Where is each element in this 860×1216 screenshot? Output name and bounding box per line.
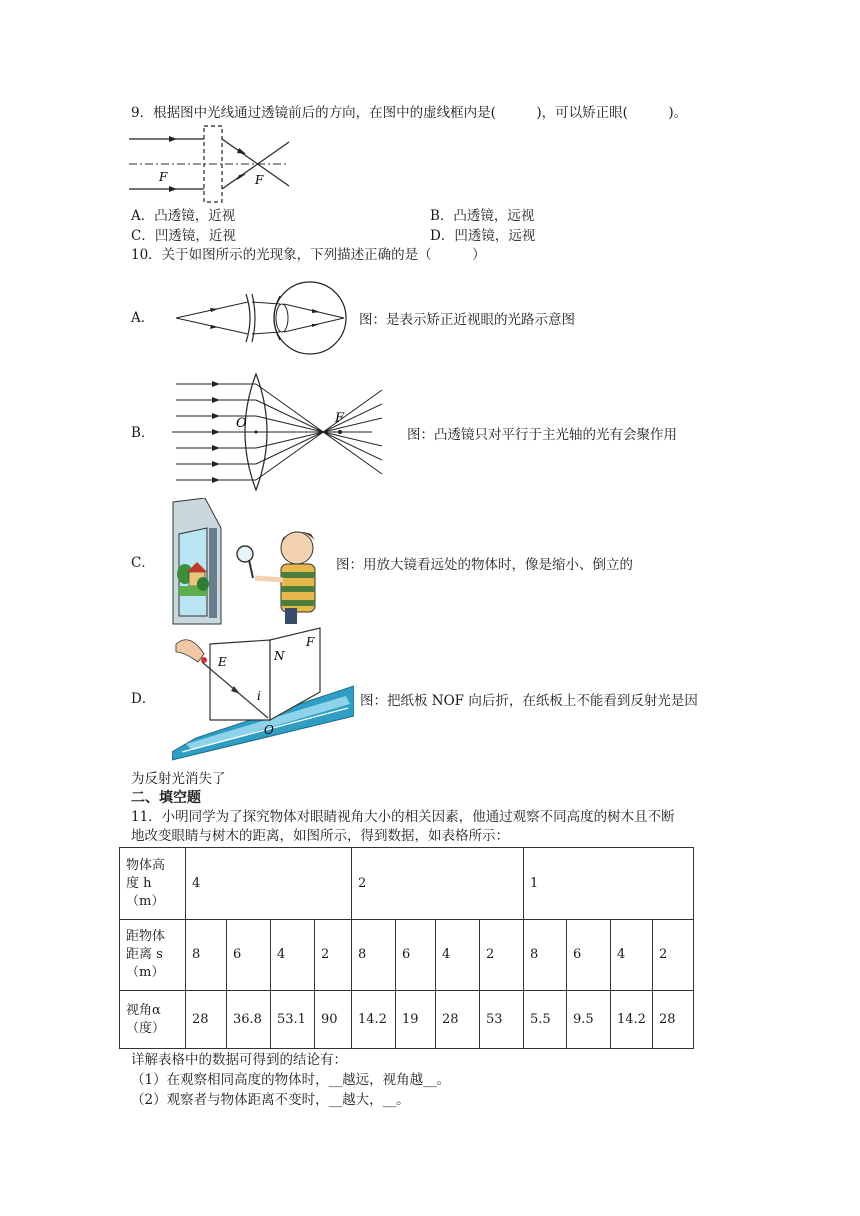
data-table	[119, 847, 694, 1049]
q10-option-c-caption: 图：用放大镜看远处的物体时，像是缩小、倒立的	[336, 557, 633, 573]
row-header-angle: 视角α （度）	[120, 991, 186, 1049]
label-O: O	[236, 416, 247, 431]
board-ENO	[210, 640, 270, 720]
label-F: F	[335, 411, 345, 426]
cell-height-2: 2	[352, 848, 524, 920]
q10-option-d-caption: 图：把纸板 NOF 向后折，在纸板上不能看到反射光是因	[360, 693, 698, 709]
q10-stem: 10．关于如图所示的光现象，下列描述正确的是（ ）	[131, 247, 486, 263]
q10-option-a-letter[interactable]: A．	[131, 310, 155, 326]
row-header-height: 物体高 度 h （m）	[120, 848, 186, 920]
cell-distance: 2	[653, 920, 694, 991]
q9-stem: 9．根据图中光线通过透镜前后的方向，在图中的虚线框内是( )，可以矫正眼( )。	[131, 105, 688, 121]
cell-height-1: 1	[524, 848, 694, 920]
q10-option-a-caption: 图：是表示矫正近视眼的光路示意图	[359, 312, 575, 328]
label-F-board: F	[306, 635, 315, 649]
label-i: i	[257, 689, 261, 703]
cell-distance: 6	[227, 920, 271, 991]
q10-reflection-board-figure	[172, 626, 354, 762]
eyeball-outline	[274, 282, 346, 354]
concave-lens	[246, 294, 250, 342]
cell-angle: 14.2	[611, 991, 653, 1049]
cell-height-4: 4	[186, 848, 352, 920]
q10-option-b-letter[interactable]: B．	[131, 425, 155, 441]
cell-angle: 14.2	[352, 991, 396, 1049]
row-header-distance: 距物体 距离 s （m）	[120, 920, 186, 991]
cell-distance: 6	[567, 920, 611, 991]
q9-option-d[interactable]: D．凹透镜，远视	[430, 228, 536, 244]
label-N: N	[274, 649, 285, 663]
q9-lens-figure	[129, 124, 299, 206]
table-row-angle	[120, 991, 694, 1049]
q11-stem-line2: 地改变眼睛与树木的距离，如图所示，得到数据，如表格所示：	[131, 828, 509, 844]
label-O-board: O	[264, 723, 274, 737]
q11-after-table: 详解表格中的数据可得到的结论有：	[131, 1052, 347, 1068]
q9-option-a[interactable]: A．凸透镜，近视	[131, 208, 236, 224]
cell-distance: 4	[271, 920, 315, 991]
cell-angle: 5.5	[524, 991, 567, 1049]
q10-option-b-caption: 图：凸透镜只对平行于主光轴的光有会聚作用	[407, 427, 677, 443]
cell-angle: 28	[436, 991, 480, 1049]
cell-distance: 2	[480, 920, 524, 991]
table-row-height	[120, 848, 694, 920]
q11-stem-line1: 11．小明同学为了探究物体对眼睛视角大小的相关因素，他通过观察不同高度的树木且不断	[131, 809, 675, 825]
cell-angle: 90	[315, 991, 352, 1049]
q10-option-c-letter[interactable]: C．	[131, 555, 155, 571]
cell-angle: 28	[186, 991, 227, 1049]
q11-conclusion-2: （2）观察者与物体距离不变时，__越大，__。	[131, 1092, 410, 1108]
cell-angle: 9.5	[567, 991, 611, 1049]
cell-distance: 8	[524, 920, 567, 991]
q10-option-d-continuation: 为反射光消失了	[131, 771, 226, 787]
label-F-right: F	[255, 173, 264, 187]
cell-angle: 53	[480, 991, 524, 1049]
section-title: 二、填空题	[131, 790, 201, 806]
label-F-left: F	[159, 170, 168, 184]
table-row-distance	[120, 920, 694, 991]
cell-distance: 4	[611, 920, 653, 991]
cell-distance: 2	[315, 920, 352, 991]
cell-distance: 4	[436, 920, 480, 991]
q11-conclusion-1: （1）在观察相同高度的物体时，__越远，视角越__。	[131, 1072, 451, 1088]
cell-angle: 36.8	[227, 991, 271, 1049]
cell-angle: 53.1	[271, 991, 315, 1049]
q10-convex-lens-figure	[172, 372, 387, 492]
cell-angle: 28	[653, 991, 694, 1049]
magnifier-icon	[237, 546, 253, 562]
cell-distance: 8	[352, 920, 396, 991]
q9-option-b[interactable]: B．凸透镜，远视	[430, 208, 535, 224]
cell-angle: 19	[396, 991, 436, 1049]
cell-distance: 8	[186, 920, 227, 991]
label-E: E	[218, 655, 227, 669]
q10-option-d-letter[interactable]: D．	[131, 691, 156, 707]
q10-magnifier-figure	[165, 498, 335, 626]
q10-eye-figure	[172, 278, 352, 358]
cell-distance: 6	[396, 920, 436, 991]
q9-option-c[interactable]: C．凹透镜，近视	[131, 228, 236, 244]
